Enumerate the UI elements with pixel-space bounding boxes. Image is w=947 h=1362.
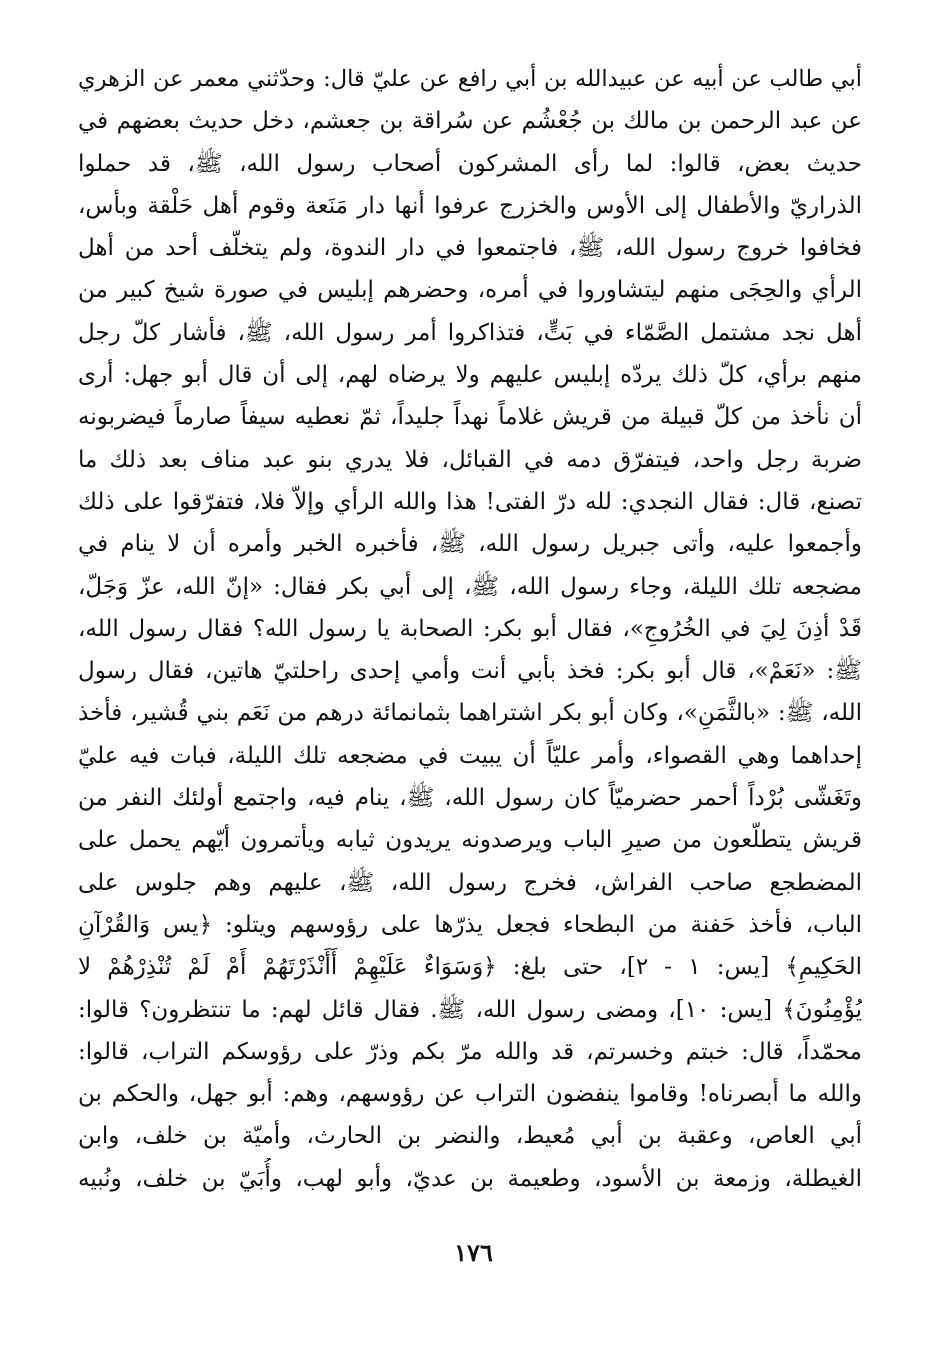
text-line: الله، ﷺ: «بالثَّمَنِ»، وكان أبو بكر اشتراهما بثمانمائة درهم من نَعَم بني قُشير، فأخذ [78,700,862,727]
text-line: تصنع، قال: فقال النجدي: لله درّ الفتى! هذا والله الرأي وإلاّ فلا، فتفرّقوا على ذلك [78,488,862,515]
text-line: أبي طالب عن أبيه عن عبيدالله بن أبي رافع عن عليّ قال: وحدّثني معمر عن الزهري [78,66,862,92]
text-line: محمّداً، قال: خبتم وخسرتم، قد والله مرّ بكم وذرّ على رؤوسكم التراب، قالوا: [78,1038,862,1065]
text-line: قريش يتطلّعون من صيرِ الباب ويرصدونه يريدون ثيابه ويأتمرون أيّهم يحمل على [78,827,862,854]
text-line: المضطجع صاحب الفراش، فخرج رسول الله، ﷺ، عليهم وهم جلوس على [78,869,862,896]
page-number: ١٧٦ [454,1238,493,1267]
text-line: يُؤْمِنُونَ﴾ [يس: ١٠]، ومضى رسول الله، ﷺ. فقال قائل لهم: ما تنتظرون؟ قالوا: [78,996,862,1023]
text-line: منهم برأي، كلّ ذلك يردّه إبليس عليهم ولا يرضاه لهم، إلى أن قال أبو جهل: أرى [78,362,862,389]
text-line: الغيطلة، وزمعة بن الأسود، وطعيمة بن عديّ، وأبو لهب، وأُبَيّ بن خلف، ونُبيه [78,1165,862,1192]
text-line: ﷺ: «نَعَمْ»، قال أبو بكر: فخذ بأبي أنت وأمي إحدى راحلتيّ هاتين، فقال رسول [78,658,862,685]
text-line: وتَغَشّى بُرْداً أحمر حضرميّاً كان رسول الله، ﷺ، ينام فيه، واجتمع أولئك النفر من [78,785,862,812]
text-line: قَدْ أذِنَ لِيَ في الخُرُوجِ»، فقال أبو بكر: الصحابة يا رسول الله؟ فقال رسول الله، [78,615,862,642]
text-line: عن عبد الرحمن بن مالك بن جُعْشُم عن سُراقة بن جعشم، دخل حديث بعضهم في [78,108,862,135]
text-line: الذراريّ والأطفال إلى الأوس والخزرج عرفوا أنها دار مَنَعة وقوم أهل حَلْقة وبأس، [78,192,862,219]
text-line: الباب، فأخذ حَفنة من البطحاء فجعل يذرّها على رؤوسهم ويتلو: ﴿يس وَالقُرْآنِ [78,911,862,938]
text-line: الحَكِيمِ﴾ [يس: ١ - ٢]، حتى بلغ: ﴿وَسَوَاءٌ عَلَيْهِمْ أَأَنْذَرْتَهُمْ أَمْ لَمْ تُنْذِرْهُمْ لا [78,954,862,981]
body-text [78,58,862,1200]
text-line: حديث بعض، قالوا: لما رأى المشركون أصحاب رسول الله، ﷺ، قد حملوا [78,150,862,177]
text-line: ضربة رجل واحد، فيتفرّق دمه في القبائل، فلا يدري بنو عبد مناف بعد ذلك ما [78,446,862,473]
text-line: مضجعه تلك الليلة، وجاء رسول الله، ﷺ، إلى أبي بكر فقال: «إنّ الله، عزّ وَجَلّ، [78,573,862,600]
text-line: والله ما أبصرناه! وقاموا ينفضون التراب عن رؤوسهم، وهم: أبو جهل، والحكم بن [78,1081,862,1108]
text-line: فخافوا خروج رسول الله، ﷺ، فاجتمعوا في دار الندوة، ولم يتخلّف أحد من أهل [78,235,862,262]
text-line: إحداهما وهي القصواء، وأمر عليّاً أن يبيت في مضجعه تلك الليلة، فبات فيه عليّ [78,742,862,769]
text-line: وأجمعوا عليه، وأتى جبريل رسول الله، ﷺ، فأخبره الخبر وأمره أن لا ينام في [78,531,862,558]
text-line: أبي العاص، وعقبة بن أبي مُعيط، والنضر بن الحارث، وأميّة بن خلف، وابن [78,1123,862,1150]
text-line: أن نأخذ من كلّ قبيلة من قريش غلاماً نهداً جليداً، ثمّ نعطيه سيفاً صارماً فيضربونه [78,404,862,431]
text-line: الرأي والحِجَى منهم ليتشاوروا في أمره، وحضرهم إبليس في صورة شيخ كبير من [78,277,862,304]
text-line: أهل نجد مشتمل الصَّمّاء في بَتٍّ، فتذاكروا أمر رسول الله، ﷺ، فأشار كلّ رجل [78,319,862,346]
